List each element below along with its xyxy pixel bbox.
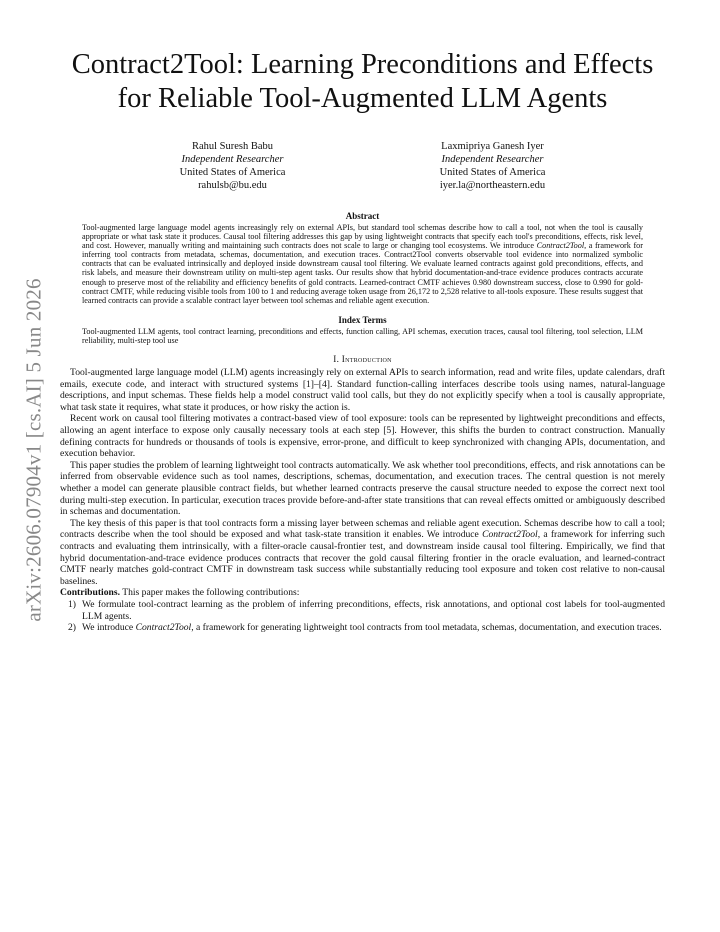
arxiv-identifier-text: arXiv:2606.07904v1 [cs.AI] 5 Jun 2026 bbox=[21, 278, 46, 622]
contributions-label: Contributions. bbox=[60, 587, 120, 599]
author-affiliation: Independent Researcher bbox=[181, 154, 284, 165]
author-email: rahulsb@bu.edu bbox=[198, 180, 267, 191]
contribution-text bbox=[82, 599, 665, 622]
contribution-item bbox=[68, 622, 665, 634]
author-block bbox=[60, 140, 665, 192]
author-country: United States of America bbox=[439, 167, 546, 178]
title-line-2: for Reliable Tool-Augmented LLM Agents bbox=[117, 83, 608, 114]
arxiv-identifier bbox=[19, 270, 49, 630]
contribution-number: 1) bbox=[68, 598, 76, 610]
author-name: Laxmipriya Ganesh Iyer bbox=[441, 141, 544, 152]
author-country: United States of America bbox=[179, 167, 286, 178]
contribution-text bbox=[82, 622, 665, 634]
contribution-text-part: , a framework for generating lightweight tool contracts from tool metadata, schemas, documentation, and execution traces. bbox=[191, 622, 662, 634]
author-email: iyer.la@northeastern.edu bbox=[439, 180, 546, 191]
contribution-text-part: We introduce bbox=[82, 622, 136, 634]
contributions-text: This paper makes the following contributions: bbox=[119, 587, 300, 599]
author-1 bbox=[138, 140, 328, 192]
contributions-list bbox=[60, 599, 665, 634]
intro-paragraph-2: Recent work on causal tool filtering motivates a contract-based view of tool exposure: tools can be represented by lightweight preconditions and effects, allowing an agent interface to expose only causally necessary tools at each step [5]. However, this shifts the burden to contract construction. Manually defining contracts for hundreds or thousands of tools is expensive, error-prone, and difficult to keep synchronized with changing APIs, documentation, and execution behavior. bbox=[60, 413, 665, 460]
abstract-text bbox=[82, 223, 643, 305]
intro-paragraph-3: This paper studies the problem of learning lightweight tool contracts automatically. We ask whether tool preconditions, effects, and risk annotations can be inferred from observable evidence such as tool names, descriptions, schemas, documentation, and execution traces. The central question is not merely whether a model can generate plausible contract fields, but whether learned contracts preserve the causal structure needed to expose the correct next tool during multi-step execution. In particular, execution traces provide before-and-after state transitions that can reveal effects omitted or ambiguously described in schemas and documentation. bbox=[60, 459, 665, 518]
abstract-text-part: Tool-augmented large language model agents increasingly rely on external APIs, but standard tool schemas describe how to call a tool, not when the tool is causally appropriate or what task state it produces. Causal tool filtering addresses this gap by using lightweight contracts that specify each tool's preconditions, effects, risk level, and cost. However, manually writing and maintaining such contracts does not scale to large or changing tool ecosystems. We introduce bbox=[82, 223, 643, 251]
intro-framework-name: Contract2Tool bbox=[482, 529, 538, 541]
intro-paragraph-4-part: The key thesis of this paper is that tool contracts form a missing layer between schemas and reliable agent execution. Schemas describe how to call a tool; contracts describe when the tool should be exposed and what task-state transition it enables. We introduce bbox=[60, 517, 665, 541]
contributions-intro bbox=[60, 587, 665, 599]
index-terms-text: Tool-augmented LLM agents, tool contract learning, preconditions and effects, function calling, API schemas, execution traces, causal tool filtering, tool selection, LLM reliability, multi-step tool use bbox=[82, 326, 643, 345]
author-2 bbox=[398, 140, 588, 192]
paper-title bbox=[60, 48, 665, 116]
intro-paragraph-4 bbox=[60, 518, 665, 588]
intro-paragraph-4-part: , a framework for inferring such contracts and evaluating them intrinsically, with a filter-oracle causal-frontier test, and downstream inside causal tool filtering. Empirically, we find that hybrid documentation-and-trace evidence produces contracts that recover the gold causal filtering frontier in the oracle evaluation, and learned-contract CMTF nearly matches gold-contract CMTF in downstream task success while substantially reducing tool exposure and token cost relative to non-causal baselines. bbox=[60, 529, 665, 587]
contribution-emphasis: Contract2Tool bbox=[135, 622, 192, 634]
section-heading-introduction: I. Introduction bbox=[333, 354, 392, 365]
abstract-framework-name: Contract2Tool bbox=[536, 241, 585, 251]
abstract-heading: Abstract bbox=[345, 211, 380, 221]
index-terms-heading: Index Terms bbox=[338, 314, 387, 325]
contribution-text-part: We formulate tool-contract learning as the problem of inferring preconditions, effects, risk annotations, and optional cost labels for tool-augmented LLM agents. bbox=[82, 598, 665, 622]
contribution-number: 2) bbox=[68, 622, 76, 634]
title-line-1: Contract2Tool: Learning Preconditions and Effects bbox=[71, 49, 654, 80]
abstract-text-part: , a framework for inferring tool contracts from metadata, schemas, documentation, and execution traces. Contract2Tool converts observable tool evidence into normalized symbolic contracts that can be evaluated intrinsically and deployed inside downstream causal tool filtering. We evaluate learned contracts against gold preconditions, effects, and risk labels, and measure their downstream utility on multi-step agent tasks. Our results show that hybrid documentation-and-trace evidence produces contracts accurate enough to preserve most of the reliability and efficiency benefits of gold contracts. Learned-contract CMTF achieves 0.980 downstream success, close to 0.990 for gold-contract CMTF, while reducing visible tools from 100 to 1 and reducing average token usage from 26,172 to 2,528 relative to all-tools exposure. These results suggest that learned contracts can provide a scalable contract layer between tool schemas and reliable agent execution. bbox=[82, 241, 643, 305]
intro-paragraph-1: Tool-augmented large language model (LLM) agents increasingly rely on external APIs to search information, read and write files, update calendars, draft emails, execute code, and interact with structured systems [1]–[4]. Standard function-calling interfaces describe tools using names, natural-language descriptions, and input schemas. These fields help a model construct valid tool calls, but they do not explicitly specify when a tool is causally appropriate, what task state it requires, what state it produces, or how risky the action is. bbox=[60, 367, 665, 413]
paper-page bbox=[60, 0, 665, 634]
author-name: Rahul Suresh Babu bbox=[191, 141, 274, 152]
contribution-item bbox=[68, 599, 665, 622]
author-affiliation: Independent Researcher bbox=[441, 154, 544, 165]
